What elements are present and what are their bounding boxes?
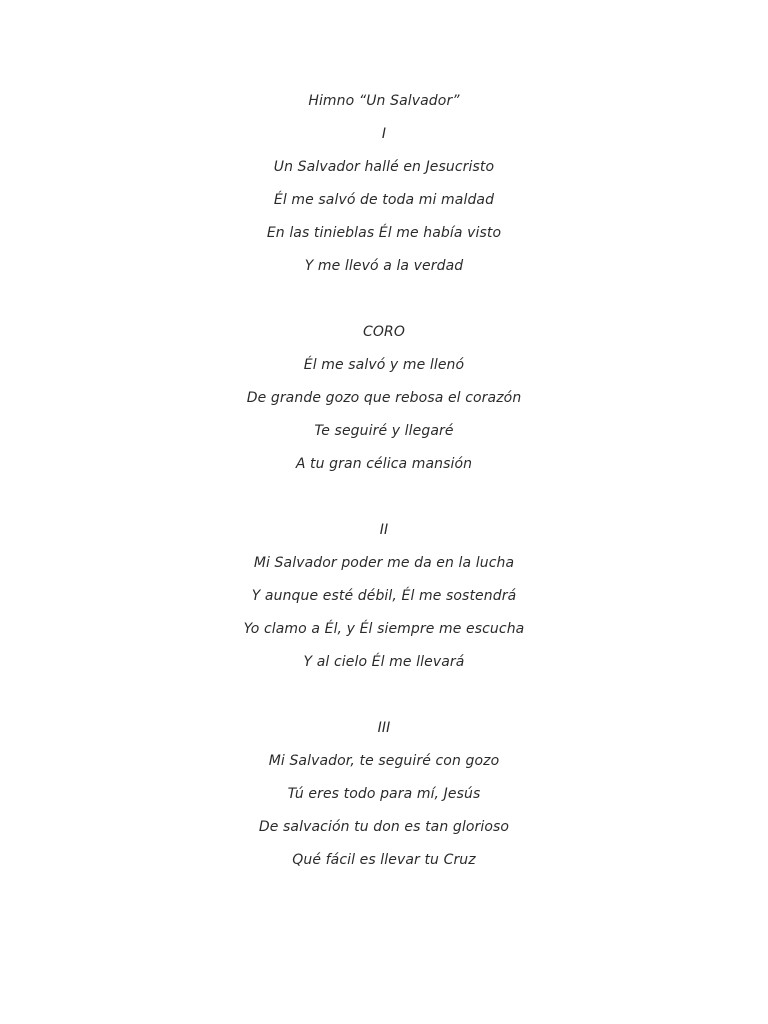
stanza-2-heading: II xyxy=(379,522,389,538)
stanza-3-line-4: Qué fácil es llevar tu Cruz xyxy=(292,852,476,868)
stanza-1-line-3: En las tinieblas Él me había visto xyxy=(266,225,502,241)
stanza-2-line-4: Y al cielo Él me llevará xyxy=(303,654,465,670)
chorus-line-1: Él me salvó y me llenó xyxy=(303,357,465,373)
stanza-2-line-3: Yo clamo a Él, y Él siempre me escucha xyxy=(243,621,525,637)
stanza-spacer xyxy=(0,287,768,320)
stanza-3-line-3: De salvación tu don es tan glorioso xyxy=(258,819,510,835)
chorus-line-4: A tu gran célica mansión xyxy=(295,456,473,472)
chorus-line-3: Te seguiré y llegaré xyxy=(314,423,454,439)
chorus-line-2: De grande gozo que rebosa el corazón xyxy=(246,390,522,406)
chorus-heading: CORO xyxy=(363,324,405,340)
stanza-2-line-1: Mi Salvador poder me da en la lucha xyxy=(253,555,515,571)
stanza-3-line-1: Mi Salvador, te seguiré con gozo xyxy=(268,753,500,769)
stanza-3-heading: III xyxy=(377,720,391,736)
stanza-1-line-2: Él me salvó de toda mi maldad xyxy=(273,192,495,208)
hymn-title: Himno “Un Salvador” xyxy=(308,93,460,109)
stanza-spacer xyxy=(0,485,768,518)
stanza-1-heading: I xyxy=(381,126,387,142)
stanza-1-line-1: Un Salvador hallé en Jesucristo xyxy=(273,159,495,175)
stanza-2-line-2: Y aunque esté débil, Él me sostendrá xyxy=(251,588,517,604)
stanza-spacer xyxy=(0,683,768,716)
hymn-text xyxy=(0,89,768,881)
stanza-1-line-4: Y me llevó a la verdad xyxy=(304,258,464,274)
stanza-3-line-2: Tú eres todo para mí, Jesús xyxy=(287,786,481,802)
